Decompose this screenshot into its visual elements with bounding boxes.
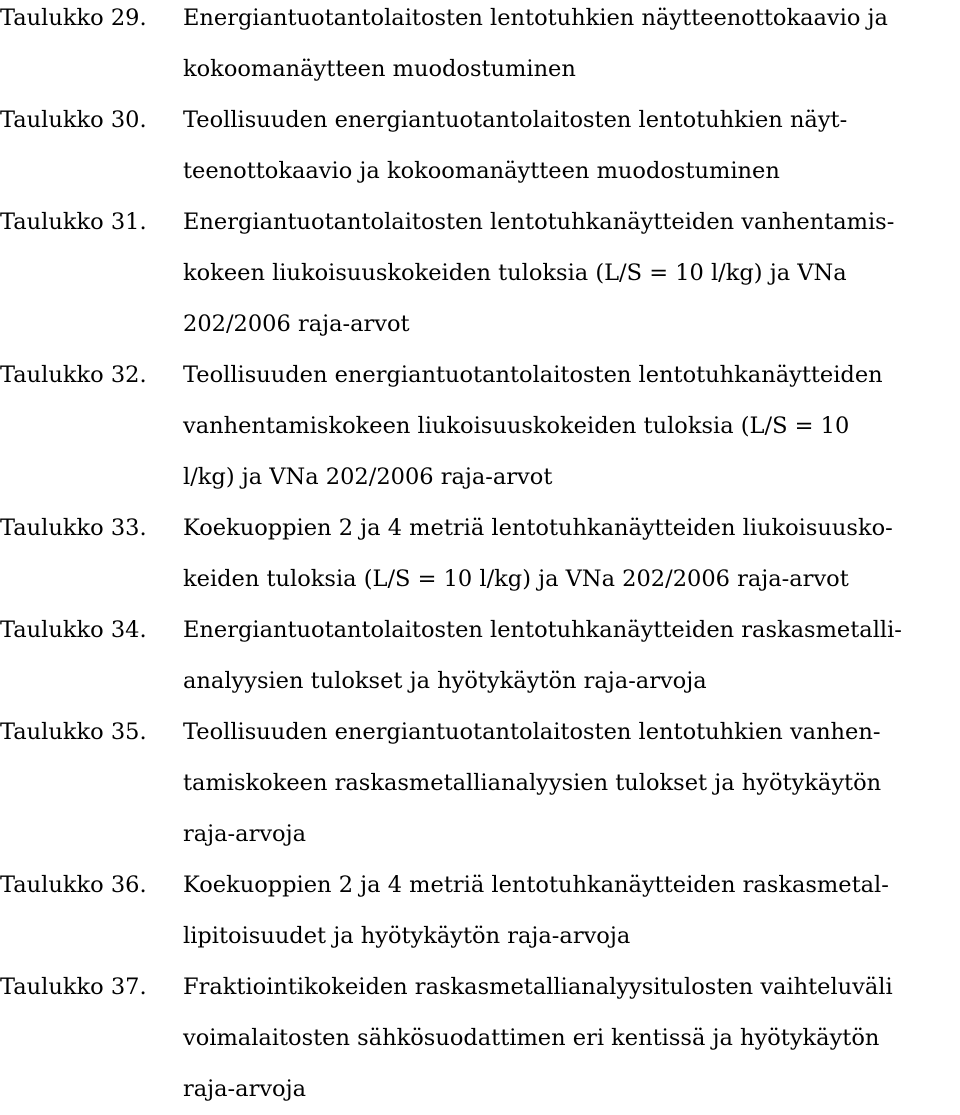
table-entry — [0, 860, 960, 962]
caption-line: kokoomanäytteen muodostuminen — [183, 56, 576, 82]
table-caption — [183, 707, 960, 860]
caption-line: vanhentamiskokeen liukoisuuskokeiden tuloksia (L/S = 10 — [183, 413, 850, 439]
caption-line: Koekuoppien 2 ja 4 metriä lentotuhkanäytteiden raskasmetal- — [183, 872, 889, 898]
table-caption — [183, 95, 960, 197]
table-entry — [0, 197, 960, 350]
caption-line: analyysien tulokset ja hyötykäytön raja-arvoja — [183, 668, 707, 694]
table-entry — [0, 962, 960, 1115]
caption-line: keiden tuloksia (L/S = 10 l/kg) ja VNa 202/2006 raja-arvot — [183, 566, 849, 592]
table-caption — [183, 503, 960, 605]
caption-line: l/kg) ja VNa 202/2006 raja-arvot — [183, 464, 553, 490]
table-caption — [183, 962, 960, 1115]
table-caption — [183, 197, 960, 350]
caption-line: Energiantuotantolaitosten lentotuhkien näytteenottokaavio ja — [183, 5, 888, 31]
caption-line: Teollisuuden energiantuotantolaitosten lentotuhkien näyt- — [183, 107, 848, 133]
caption-line: raja-arvoja — [183, 1076, 306, 1102]
table-caption — [183, 0, 960, 95]
table-entry — [0, 95, 960, 197]
table-entry — [0, 350, 960, 503]
caption-line: Fraktiointikokeiden raskasmetallianalyysitulosten vaihteluväli — [183, 974, 893, 1000]
table-caption — [183, 350, 960, 503]
table-number: Taulukko 32. — [0, 362, 147, 388]
caption-line: teenottokaavio ja kokoomanäytteen muodostuminen — [183, 158, 780, 184]
table-entry — [0, 605, 960, 707]
caption-line: lipitoisuudet ja hyötykäytön raja-arvoja — [183, 923, 631, 949]
caption-line: tamiskokeen raskasmetallianalyysien tulokset ja hyötykäytön — [183, 770, 882, 796]
caption-line: Teollisuuden energiantuotantolaitosten lentotuhkanäytteiden — [183, 362, 883, 388]
table-entry — [0, 0, 960, 95]
table-number: Taulukko 35. — [0, 719, 147, 745]
caption-line: Teollisuuden energiantuotantolaitosten lentotuhkien vanhen- — [183, 719, 881, 745]
table-number: Taulukko 31. — [0, 209, 147, 235]
table-entry — [0, 503, 960, 605]
caption-line: Energiantuotantolaitosten lentotuhkanäytteiden vanhentamis- — [183, 209, 895, 235]
table-number: Taulukko 29. — [0, 5, 147, 31]
table-number: Taulukko 34. — [0, 617, 147, 643]
table-entry — [0, 707, 960, 860]
table-caption — [183, 860, 960, 962]
table-number: Taulukko 30. — [0, 107, 147, 133]
table-number: Taulukko 36. — [0, 872, 147, 898]
table-number: Taulukko 33. — [0, 515, 147, 541]
caption-line: Koekuoppien 2 ja 4 metriä lentotuhkanäytteiden liukoisuusko- — [183, 515, 893, 541]
table-caption — [183, 605, 960, 707]
caption-line: raja-arvoja — [183, 821, 306, 847]
caption-line: kokeen liukoisuuskokeiden tuloksia (L/S = 10 l/kg) ja VNa — [183, 260, 847, 286]
caption-line: 202/2006 raja-arvot — [183, 311, 410, 337]
caption-line: voimalaitosten sähkösuodattimen eri kentissä ja hyötykäytön — [183, 1025, 880, 1051]
caption-line: Energiantuotantolaitosten lentotuhkanäytteiden raskasmetalli- — [183, 617, 902, 643]
table-number: Taulukko 37. — [0, 974, 147, 1000]
